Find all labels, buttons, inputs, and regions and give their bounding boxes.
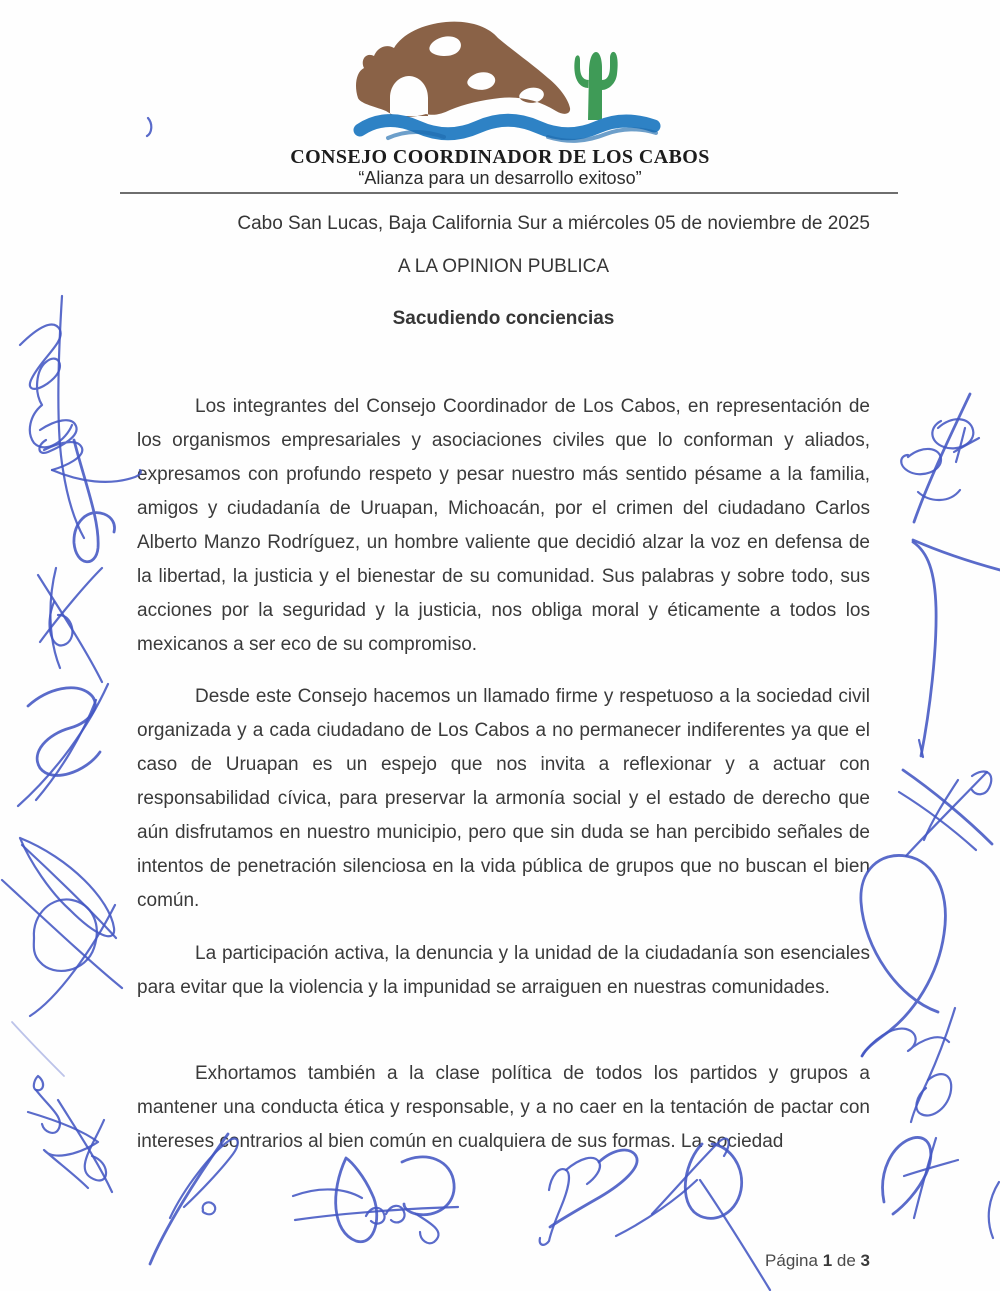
signature-right-4 bbox=[861, 855, 955, 1122]
signature-left-2 bbox=[38, 568, 102, 682]
signature-edge-fragment bbox=[989, 1182, 999, 1238]
page-number bbox=[137, 1244, 870, 1278]
signature-right-2 bbox=[913, 540, 1000, 756]
signature-bottom-5 bbox=[883, 1137, 958, 1218]
paragraph-3: La participación activa, la denuncia y la unidad de la ciudadanía son esenciales para evitar que la violencia y la impunidad se arraiguen en nuestras comunidades. bbox=[137, 943, 870, 998]
org-logo bbox=[348, 14, 670, 150]
header-rule bbox=[120, 192, 898, 194]
page-number-total: 3 bbox=[860, 1251, 870, 1270]
signature-bottom-2 bbox=[293, 1157, 458, 1243]
cactus-icon bbox=[574, 52, 617, 120]
dateline: Cabo San Lucas, Baja California Sur a miércoles 05 de noviembre de 2025 bbox=[237, 213, 870, 234]
signature-left-5 bbox=[12, 1022, 112, 1192]
signature-left-3 bbox=[18, 684, 108, 806]
page-number-current: 1 bbox=[822, 1251, 833, 1270]
paragraph-2: Desde este Consejo hacemos un llamado firme y respetuoso a la sociedad civil organizada y a cada ciudadano de Los Cabos a no permanecer indiferentes ya que el caso de Uruapan es un espejo que nos invita a reflexionar y a actuar con responsabilidad cívica, para preservar la armonía social y el estado de derecho que aún disfrutamos en nuestro municipio, pero que sin duda se han percibido señales de intentos de penetración silenciosa en la vida pública de grupos que no buscan el bien común. bbox=[137, 686, 870, 911]
sea-wave-icon bbox=[360, 120, 656, 141]
page-number-mid: de bbox=[832, 1251, 861, 1270]
signature-left-4 bbox=[2, 838, 122, 1016]
letter-subheading: Sacudiendo conciencias bbox=[392, 308, 615, 329]
signature-left-1 bbox=[20, 296, 141, 562]
signature-right-1 bbox=[901, 394, 979, 522]
page-number-label: Página bbox=[765, 1251, 823, 1270]
arch-rock-icon bbox=[356, 22, 570, 117]
letter-heading: A LA OPINION PUBLICA bbox=[397, 256, 610, 277]
paragraph-1: Los integrantes del Consejo Coordinador de Los Cabos, en representación de los organismos empresariales y asociaciones civiles que lo conforman y aliados, expresamos con profundo respeto y pesar nuestro más sentido pésame a la familia, amigos y ciudadanía de Uruapan, Michoacán, por el crimen del ciudadano Carlos Alberto Manzo Rodríguez, un hombre valiente que decidió alzar la voz en defensa de la libertad, la justicia y el bienestar de su comunidad. Sus palabras y sobre todo, sus acciones por la seguridad y la justicia, nos obliga moral y éticamente a todos los mexicanos a ser eco de su compromiso. bbox=[137, 396, 870, 655]
org-tagline: “Alianza para un desarrollo exitoso” bbox=[358, 168, 642, 188]
org-name: CONSEJO COORDINADOR DE LOS CABOS bbox=[290, 146, 710, 168]
paragraph-4: Exhortamos también a la clase política de todos los partidos y grupos a mantener una conducta ética y responsable, y a no caer en la tentación de pactar con intereses contrarios al bien común en cualquiera de sus formas. La sociedad bbox=[137, 1063, 870, 1152]
pencil-mark bbox=[147, 118, 151, 136]
signature-bottom-3 bbox=[540, 1150, 637, 1245]
signature-right-3 bbox=[899, 740, 992, 856]
